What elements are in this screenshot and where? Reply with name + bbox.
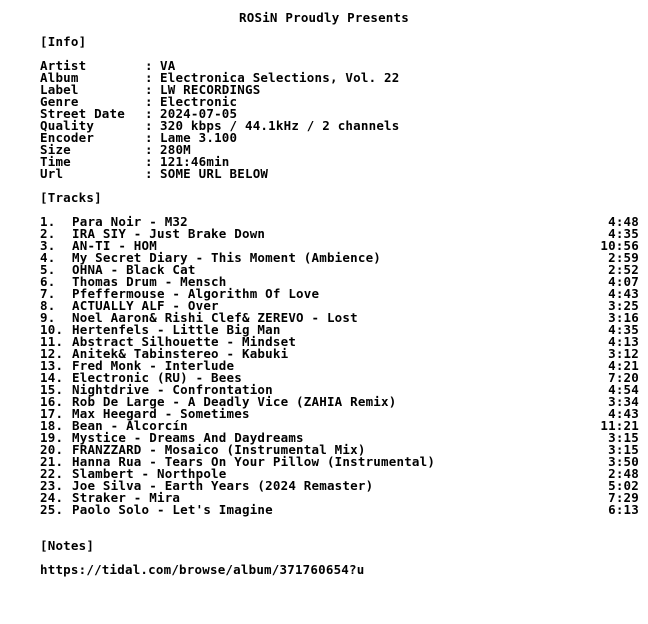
info-label-genre: Genre — [40, 94, 79, 109]
track-number: 1. — [40, 214, 56, 229]
track-number: 23. — [40, 478, 64, 493]
track-duration: 4:35 — [608, 322, 639, 337]
track-number: 13. — [40, 358, 64, 373]
track-number: 18. — [40, 418, 64, 433]
track-duration: 6:13 — [608, 502, 639, 517]
track-duration: 4:54 — [608, 382, 639, 397]
track-duration: 2:48 — [608, 466, 639, 481]
track-duration: 11:21 — [600, 418, 639, 433]
track-title: Hanna Rua - Tears On Your Pillow (Instrumental) — [72, 454, 436, 469]
info-value-genre: Electronic — [160, 94, 238, 109]
info-value-time: 121:46min — [160, 154, 230, 169]
track-title: Electronic (RU) - Bees — [72, 370, 242, 385]
track-title: FRANZZARD - Mosaico (Instrumental Mix) — [72, 442, 366, 457]
info-label-size: Size — [40, 142, 71, 157]
track-duration: 4:43 — [608, 406, 639, 421]
info-separator: : — [145, 94, 153, 109]
info-value-label: LW RECORDINGS — [160, 82, 261, 97]
track-duration: 4:21 — [608, 358, 639, 373]
track-number: 3. — [40, 238, 56, 253]
track-duration: 4:35 — [608, 226, 639, 241]
info-label-label: Label — [40, 82, 79, 97]
info-separator: : — [145, 130, 153, 145]
info-value-artist: VA — [160, 58, 176, 73]
info-separator: : — [145, 106, 153, 121]
track-number: 2. — [40, 226, 56, 241]
track-title: Straker - Mira — [72, 490, 181, 505]
track-title: Pfeffermouse - Algorithm Of Love — [72, 286, 320, 301]
track-number: 17. — [40, 406, 64, 421]
info-value-url: SOME URL BELOW — [160, 166, 269, 181]
info-value-quality: 320 kbps / 44.1kHz / 2 channels — [160, 118, 400, 133]
track-number: 8. — [40, 298, 56, 313]
track-duration: 10:56 — [600, 238, 639, 253]
track-number: 22. — [40, 466, 64, 481]
info-value-encoder: Lame 3.100 — [160, 130, 238, 145]
track-duration: 2:52 — [608, 262, 639, 277]
track-duration: 3:15 — [608, 442, 639, 457]
track-title: Para Noir - M32 — [72, 214, 188, 229]
track-duration: 4:07 — [608, 274, 639, 289]
track-duration: 3:15 — [608, 430, 639, 445]
track-number: 4. — [40, 250, 56, 265]
track-title: Mystice - Dreams And Daydreams — [72, 430, 304, 445]
info-separator: : — [145, 70, 153, 85]
info-separator: : — [145, 166, 153, 181]
info-section-heading: [Info] — [40, 34, 87, 49]
track-duration: 2:59 — [608, 250, 639, 265]
info-label-artist: Artist — [40, 58, 87, 73]
track-title: Abstract Silhouette - Mindset — [72, 334, 297, 349]
info-label-quality: Quality — [40, 118, 95, 133]
info-label-url: Url — [40, 166, 64, 181]
info-value-street-date: 2024-07-05 — [160, 106, 238, 121]
track-number: 24. — [40, 490, 64, 505]
track-duration: 5:02 — [608, 478, 639, 493]
track-duration: 4:13 — [608, 334, 639, 349]
track-title: Fred Monk - Interlude — [72, 358, 235, 373]
track-title: Hertenfels - Little Big Man — [72, 322, 281, 337]
notes-url: https://tidal.com/browse/album/371760654?u — [40, 562, 365, 577]
track-title: Bean - Alcorcín — [72, 418, 188, 433]
track-title: Nightdrive - Confrontation — [72, 382, 273, 397]
track-number: 15. — [40, 382, 64, 397]
track-number: 5. — [40, 262, 56, 277]
info-value-album: Electronica Selections, Vol. 22 — [160, 70, 400, 85]
track-number: 6. — [40, 274, 56, 289]
track-title: Paolo Solo - Let's Imagine — [72, 502, 273, 517]
track-duration: 3:50 — [608, 454, 639, 469]
track-title: IRA SIY - Just Brake Down — [72, 226, 266, 241]
track-duration: 3:12 — [608, 346, 639, 361]
info-value-size: 280M — [160, 142, 191, 157]
track-title: Slambert - Northpole — [72, 466, 227, 481]
info-separator: : — [145, 58, 153, 73]
track-number: 20. — [40, 442, 64, 457]
track-title: Max Heegard - Sometimes — [72, 406, 250, 421]
track-title: Joe Silva - Earth Years (2024 Remaster) — [72, 478, 374, 493]
info-separator: : — [145, 154, 153, 169]
track-duration: 4:48 — [608, 214, 639, 229]
info-label-time: Time — [40, 154, 71, 169]
track-title: Noel Aaron& Rishi Clef& ZEREVO - Lost — [72, 310, 358, 325]
notes-section-heading: [Notes] — [40, 538, 95, 553]
track-number: 14. — [40, 370, 64, 385]
info-label-encoder: Encoder — [40, 130, 95, 145]
track-duration: 7:29 — [608, 490, 639, 505]
track-number: 19. — [40, 430, 64, 445]
track-title: My Secret Diary - This Moment (Ambience) — [72, 250, 382, 265]
track-number: 25. — [40, 502, 64, 517]
info-label-album: Album — [40, 70, 79, 85]
track-title: Anitek& Tabinstereo - Kabuki — [72, 346, 289, 361]
track-number: 21. — [40, 454, 64, 469]
track-duration: 4:43 — [608, 286, 639, 301]
tracks-section-heading: [Tracks] — [40, 190, 102, 205]
info-separator: : — [145, 82, 153, 97]
info-separator: : — [145, 142, 153, 157]
track-duration: 3:34 — [608, 394, 639, 409]
track-title: Thomas Drum - Mensch — [72, 274, 227, 289]
track-duration: 7:20 — [608, 370, 639, 385]
track-duration: 3:16 — [608, 310, 639, 325]
track-duration: 3:25 — [608, 298, 639, 313]
page-title: ROSiN Proudly Presents — [239, 10, 409, 25]
track-title: Rob De Large - A Deadly Vice (ZAHIA Remix) — [72, 394, 397, 409]
track-title: AN-TI - HOM — [72, 238, 157, 253]
track-number: 12. — [40, 346, 64, 361]
info-separator: : — [145, 118, 153, 133]
track-number: 7. — [40, 286, 56, 301]
track-title: OHNA - Black Cat — [72, 262, 196, 277]
track-title: ACTUALLY ALF - Over — [72, 298, 219, 313]
track-number: 11. — [40, 334, 64, 349]
track-number: 10. — [40, 322, 64, 337]
info-label-street-date: Street Date — [40, 106, 125, 121]
track-number: 9. — [40, 310, 56, 325]
track-number: 16. — [40, 394, 64, 409]
